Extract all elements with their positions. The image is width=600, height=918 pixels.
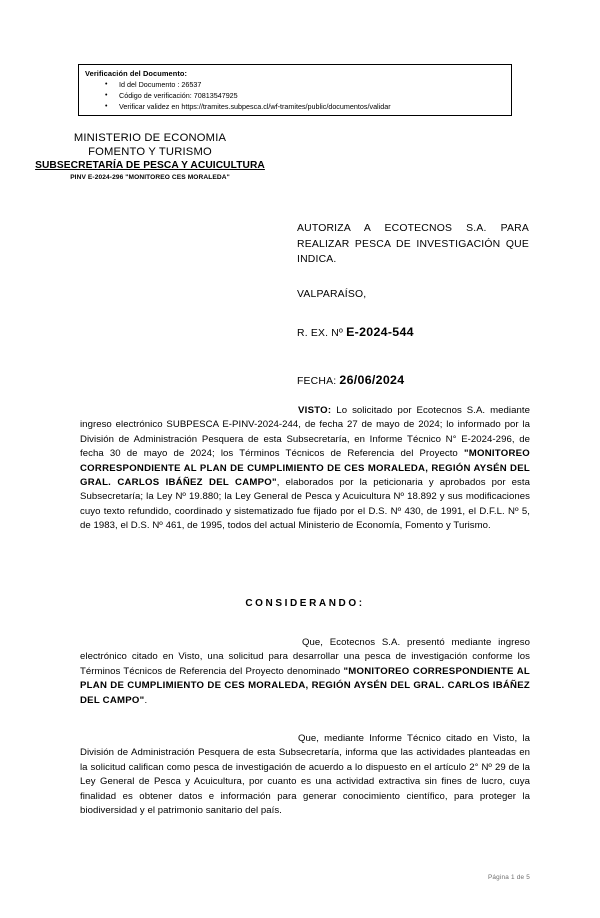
bullet-icon: • [105,103,108,110]
visto-text-2: , elaborados por la peticionaria y aprobados por esta Subsecretaría; la Ley Nº 19.880; la Ley General de Pesca y Acuicultura Nº 18.892 y sus modificaciones cuyo texto refundido, coordinado y sistematizado fue fijado por el D.S. Nº 430, de 1991, el D.F.L. Nº 5, de 1983, el D.S. Nº 461, de 1995, todos del actual Ministerio de Economía, Fomento y Turismo. [80,477,530,532]
project-code: PINV E-2024-296 "MONITOREO CES MORALEDA" [70,173,230,181]
document-body [80,404,530,534]
para1-text-1: Que, Ecotecnos S.A. presentó mediante ingreso electrónico citado en Visto, una solicitud para desarrollar una pesca de investigación conforme los Términos Técnicos de Referencia del Proyecto denominado [80,637,530,677]
subsecretaria-title: SUBSECRETARÍA DE PESCA Y ACUICULTURA [35,160,265,171]
para1-text-2: . [144,694,148,706]
paragraph-considerando-1 [80,636,530,708]
resolution-date [297,373,529,389]
visto-text-1: Lo solicitado por Ecotecnos S.A. mediante ingreso electrónico SUBPESCA E-PINV-2024-244, de fecha 27 de mayo de 2024; lo informado por la División de Administración Pesquera de esta Subsecretaría, en Informe Técnico N° E-2024-296, de fecha 30 de mayo de 2024; los Términos Técnicos de Referencia del Proyecto [80,405,530,460]
list-item [85,90,505,101]
list-item [85,101,505,112]
resolution-number [297,325,529,341]
verification-document-id: Id del Documento : 26537 [119,80,202,89]
paragraph-visto [80,404,530,534]
considerando-heading-wrap [80,598,530,609]
resolution-city: VALPARAÍSO, [297,289,367,300]
resolution-number-label: R. EX. Nº [297,328,344,339]
visto-project-title: "MONITOREO CORRESPONDIENTE AL PLAN DE CUMPLIMIENTO DE CES MORALEDA, REGIÓN AYSÉN DEL GRAL. CARLOS IBÁÑEZ DEL CAMPO" [80,448,530,489]
considerando-paragraph-1-wrap [80,636,530,708]
para2-text: Que, mediante Informe Técnico citado en Visto, la División de Administración Pesquera de esta Subsecretaría, informa que las actividades planteadas en la solicitud califican como pesca de investigación de acuerdo a lo dispuesto en el artículo 2° Nº 29 de la Ley General de Pesca y Acuicultura, por cuanto es una actividad extractiva sin fines de lucro, cuya finalidad es obtener datos e información para generar conocimiento científico, para proteger la biodiversidad y el patrimonio sanitario del país. [80,733,530,817]
resolution-subject: AUTORIZA A ECOTECNOS S.A. PARA REALIZAR PESCA DE INVESTIGACIÓN QUE INDICA. [297,223,529,265]
bullet-icon: • [105,81,108,88]
verification-title: Verificación del Documento: [85,69,188,78]
considerando-paragraph-2-wrap [80,732,530,818]
ministry-line-2: FOMENTO Y TURISMO [88,145,212,158]
resolution-date-label: FECHA: [297,376,337,387]
bullet-icon: • [105,92,108,99]
visto-label: VISTO: [298,405,332,416]
resolution-date-value: 26/06/2024 [339,373,405,387]
verification-box [78,64,512,116]
para1-project-title: "MONITOREO CORRESPONDIENTE AL PLAN DE CUMPLIMIENTO DE CES MORALEDA, REGIÓN AYSÉN DEL GRAL. CARLOS IBÁÑEZ DEL CAMPO" [80,665,530,706]
resolution-number-value: E-2024-544 [346,325,414,339]
ministry-header [30,132,270,182]
ministry-line-1: MINISTERIO DE ECONOMIA [73,132,227,144]
verification-code: Código de verificación: 70813547925 [119,91,238,100]
verification-url[interactable]: Verificar validez en https://tramites.subpesca.cl/wf-tramites/public/documentos/validar [119,102,391,111]
verification-list [85,79,505,112]
paragraph-considerando-2 [80,732,530,818]
list-item [85,79,505,90]
page-footer: Página 1 de 5 [487,874,530,881]
considerando-heading: CONSIDERANDO: [245,598,365,609]
